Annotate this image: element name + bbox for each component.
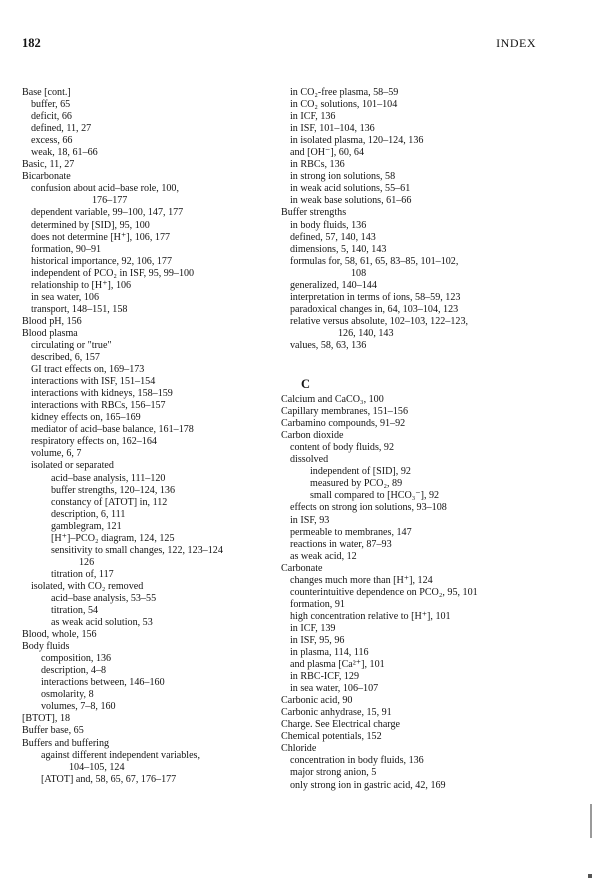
index-entry: dimensions, 5, 140, 143: [290, 243, 387, 255]
index-entry: description, 6, 111: [51, 508, 126, 520]
index-entry: in weak acid solutions, 55–61: [290, 183, 411, 195]
index-entry: GI tract effects on, 169–173: [31, 364, 145, 376]
index-entry: volume, 6, 7: [31, 448, 82, 460]
index-entry: in CO₂-free plasma, 58–59: [290, 87, 399, 98]
index-entry: permeable to membranes, 147: [290, 526, 412, 538]
section-gap: [281, 352, 545, 376]
index-entry: Base [cont.]: [22, 87, 71, 98]
index-entry: isolated, with CO₂ removed: [31, 580, 144, 592]
index-entry: paradoxical changes in, 64, 103–104, 123: [290, 303, 459, 315]
index-entry: description, 4–8: [41, 665, 107, 677]
index-entry: major strong anion, 5: [290, 767, 377, 779]
index-entry: and plasma [Ca²⁺], 101: [290, 659, 385, 671]
index-entry: generalized, 140–144: [290, 279, 377, 291]
index-entry: interpretation in terms of ions, 58–59, 123: [290, 291, 461, 303]
index-entry: reactions in water, 87–93: [290, 538, 392, 550]
index-entry: in ISF, 101–104, 136: [290, 123, 375, 135]
index-entry: titration of, 117: [51, 568, 114, 580]
index-entry: Chemical potentials, 152: [281, 731, 382, 743]
index-entry: buffer, 65: [31, 99, 71, 111]
index-entry: acid–base analysis, 53–55: [51, 592, 157, 604]
index-entry: isolated or separated: [31, 460, 114, 472]
index-entry: and [OH⁻], 60, 64: [290, 147, 365, 159]
index-entry: 176–177: [92, 195, 128, 207]
index-entry: excess, 66: [31, 135, 73, 147]
index-entry: high concentration relative to [H⁺], 101: [290, 610, 451, 622]
index-entry: in RBC-ICF, 129: [290, 671, 360, 683]
index-entry: Buffer strengths: [281, 207, 347, 219]
index-entry: in ICF, 139: [290, 622, 336, 634]
index-entry: in ISF, 95, 96: [290, 634, 345, 646]
index-entry: relationship to [H⁺], 106: [31, 279, 132, 291]
index-entry: in ICF, 136: [290, 111, 336, 123]
index-entry: interactions with ISF, 151–154: [31, 376, 156, 388]
index-entry: Blood, whole, 156: [22, 629, 97, 641]
index-entry: changes much more than [H⁺], 124: [290, 574, 433, 586]
index-entry: deficit, 66: [31, 111, 72, 123]
index-entry: content of body fluids, 92: [290, 442, 395, 454]
index-entry: Carbonate: [281, 562, 323, 574]
index-entry: 126: [79, 556, 95, 568]
section-letter-heading: C: [301, 377, 311, 392]
index-entry: in body fluids, 136: [290, 219, 367, 231]
index-entry: 108: [351, 267, 367, 279]
index-entry: constancy of [ATOT] in, 112: [51, 496, 168, 508]
index-entry: formulas for, 58, 61, 65, 83–85, 101–102,: [290, 255, 459, 267]
index-entry: Body fluids: [22, 641, 70, 653]
index-entry: transport, 148–151, 158: [31, 303, 128, 315]
index-column-right: [281, 87, 545, 792]
index-entry: Calcium and CaCO₃, 100: [281, 394, 384, 406]
index-entry: in plasma, 114, 116: [290, 647, 369, 659]
index-entry: in CO₂ solutions, 101–104: [290, 99, 398, 111]
index-entry: respiratory effects on, 162–164: [31, 436, 157, 448]
index-entry: formation, 91: [290, 598, 345, 610]
index-entry: Blood plasma: [22, 327, 78, 339]
index-entry: in isolated plasma, 120–124, 136: [290, 135, 424, 147]
index-entry: Charge. See Electrical charge: [281, 719, 401, 731]
index-entry: in sea water, 106: [31, 291, 99, 303]
index-entry: Carbonic anhydrase, 15, 91: [281, 707, 392, 719]
index-entry: confusion about acid–base role, 100,: [31, 183, 180, 195]
index-entry: in weak base solutions, 61–66: [290, 195, 412, 207]
index-entry: [H⁺]–PCO₂ diagram, 124, 125: [51, 532, 175, 544]
index-entry: in strong ion solutions, 58: [290, 171, 396, 183]
index-entry: does not determine [H⁺], 106, 177: [31, 231, 171, 243]
index-entry: Carbonic acid, 90: [281, 695, 353, 707]
index-entry: Bicarbonate: [22, 171, 71, 183]
index-entry: against different independent variables,: [41, 749, 201, 761]
index-entry: titration, 54: [51, 605, 99, 617]
index-entry: historical importance, 92, 106, 177: [31, 255, 173, 267]
index-entry: Basic, 11, 27: [22, 159, 75, 171]
index-entry: independent of PCO₂ in ISF, 95, 99–100: [31, 267, 195, 279]
index-entry: Buffers and buffering: [22, 737, 110, 749]
index-entry: Blood pH, 156: [22, 315, 82, 327]
index-entry: effects on strong ion solutions, 93–108: [290, 502, 447, 514]
index-entry: described, 6, 157: [31, 352, 100, 364]
index-entry: Carbon dioxide: [281, 430, 344, 442]
index-entry: counterintuitive dependence on PCO₂, 95, 101: [290, 586, 478, 598]
index-entry: sensitivity to small changes, 122, 123–124: [51, 544, 223, 556]
index-entry: Buffer base, 65: [22, 725, 84, 737]
page-number: 182: [22, 36, 41, 50]
index-entry: in ISF, 93: [290, 514, 330, 526]
index-entry: buffer strengths, 120–124, 136: [51, 484, 176, 496]
scan-speck: [588, 874, 592, 878]
index-entry: independent of [SID], 92: [310, 466, 411, 478]
index-entry: circulating or "true": [31, 339, 112, 351]
index-entry: 126, 140, 143: [338, 327, 394, 339]
index-entry: interactions with RBCs, 156–157: [31, 400, 166, 412]
index-entry: mediator of acid–base balance, 161–178: [31, 424, 194, 436]
index-entry: values, 58, 63, 136: [290, 339, 367, 351]
index-entry: gamblegram, 121: [51, 520, 122, 532]
index-entry: Capillary membranes, 151–156: [281, 406, 408, 418]
index-entry: defined, 57, 140, 143: [290, 231, 376, 243]
index-entry: composition, 136: [41, 653, 112, 665]
index-entry: measured by PCO₂, 89: [310, 478, 403, 490]
index-entry: only strong ion in gastric acid, 42, 169: [290, 779, 446, 791]
index-entry: interactions between, 146–160: [41, 677, 165, 689]
index-entry: dependent variable, 99–100, 147, 177: [31, 207, 184, 219]
index-entry: relative versus absolute, 102–103, 122–123,: [290, 315, 469, 327]
index-entry: weak, 18, 61–66: [31, 147, 98, 159]
index-entry: in sea water, 106–107: [290, 683, 379, 695]
index-entry: Carbamino compounds, 91–92: [281, 418, 406, 430]
index-entry: dissolved: [290, 454, 329, 466]
index-entry: formation, 90–91: [31, 243, 102, 255]
index-entry: osmolarity, 8: [41, 689, 94, 701]
index-entry: small compared to [HCO₃⁻], 92: [310, 490, 440, 502]
index-column-left: [22, 87, 280, 786]
index-entry: determined by [SID], 95, 100: [31, 219, 150, 231]
index-entry: [BTOT], 18: [22, 713, 71, 725]
index-entry: Chloride: [281, 743, 317, 755]
index-entry: acid–base analysis, 111–120: [51, 472, 166, 484]
index-entry: in RBCs, 136: [290, 159, 345, 171]
index-entry: concentration in body fluids, 136: [290, 755, 424, 767]
index-entry: [ATOT] and, 58, 65, 67, 176–177: [41, 773, 177, 785]
running-header: INDEX: [496, 36, 536, 50]
index-entry: as weak acid, 12: [290, 550, 357, 562]
index-entry: defined, 11, 27: [31, 123, 92, 135]
index-entry: interactions with kidneys, 158–159: [31, 388, 173, 400]
index-entry: 104–105, 124: [69, 761, 125, 773]
index-entry: kidney effects on, 165–169: [31, 412, 141, 424]
index-entry: volumes, 7–8, 160: [41, 701, 116, 713]
index-entry: as weak acid solution, 53: [51, 617, 153, 629]
scan-edge-mark: [590, 804, 592, 838]
